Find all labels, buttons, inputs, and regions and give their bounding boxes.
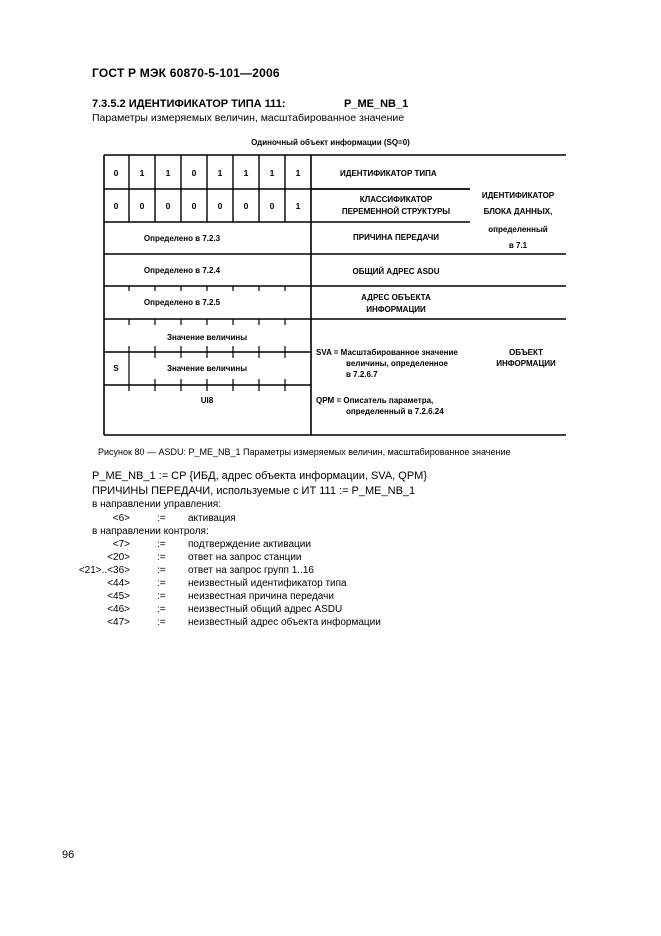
bit-cell: 1: [295, 168, 301, 178]
type-id-label: ИДЕНТИФИКАТОР ТИПА: [340, 169, 437, 178]
monitor-code: <20>: [107, 552, 130, 563]
section-subtitle: Параметры измеряемых величин, масштабированное значение: [92, 112, 405, 124]
monitor-text: неизвестный адрес объекта информации: [188, 617, 381, 628]
cot-definition: Определено в 7.2.3: [143, 234, 221, 243]
monitor-text: неизвестный идентификатор типа: [188, 578, 347, 589]
bit-cell: 0: [113, 201, 119, 211]
value-label-lower: Значение величины: [166, 364, 248, 373]
monitor-op: :=: [157, 539, 166, 550]
cot-label: ПРИЧИНА ПЕРЕДАЧИ: [353, 233, 439, 242]
dui-label-line1: ИДЕНТИФИКАТОР: [481, 191, 555, 200]
monitor-text: неизвестная причина передачи: [188, 591, 334, 602]
value-label-upper: Значение величины: [166, 333, 248, 342]
bit-cell: 1: [295, 201, 301, 211]
bit-cell: 1: [217, 168, 223, 178]
figure-title: Одиночный объект информации (SQ=0): [251, 138, 410, 147]
monitor-code: <45>: [107, 591, 130, 602]
bit-cell: 0: [217, 201, 223, 211]
monitor-text: подтверждение активации: [188, 539, 311, 550]
definition-line2: ПРИЧИНЫ ПЕРЕДАЧИ, используемые с ИТ 111 := P_ME_NB_1: [92, 485, 416, 497]
dui-label-line4: в 7.1: [508, 241, 528, 250]
bit-cell: 1: [165, 168, 171, 178]
section-type-id: P_ME_NB_1: [344, 98, 409, 110]
figure-caption: Рисунок 80 — ASDU: P_ME_NB_1 Параметры измеряемых величин, масштабированное значение: [98, 447, 511, 457]
bit-cell: 0: [191, 168, 197, 178]
monitor-heading: в направлении контроля:: [92, 526, 209, 537]
bit-cell: 1: [139, 168, 145, 178]
monitor-op: :=: [157, 578, 166, 589]
vsq-label-line2: ПЕРЕМЕННОЙ СТРУКТУРЫ: [341, 207, 451, 216]
common-address-label: ОБЩИЙ АДРЕС ASDU: [352, 267, 440, 276]
bit-cell: 1: [269, 168, 275, 178]
monitor-code: <44>: [107, 578, 130, 589]
qpm-line1: QPM = Описатель параметра,: [316, 396, 434, 405]
bit-cell: 0: [139, 201, 145, 211]
bit-cell: 1: [243, 168, 249, 178]
bit-cell: 0: [113, 168, 119, 178]
monitor-op: :=: [157, 565, 166, 576]
monitor-op: :=: [157, 604, 166, 615]
monitor-text: ответ на запрос станции: [188, 552, 302, 563]
control-heading: в направлении управления:: [92, 499, 221, 510]
monitor-op: :=: [157, 591, 166, 602]
monitor-op: :=: [157, 617, 166, 628]
monitor-code: <46>: [107, 604, 130, 615]
sva-line3: в 7.2.6.7: [346, 370, 378, 379]
monitor-text: ответ на запрос групп 1..16: [188, 565, 314, 576]
document-header: ГОСТ Р МЭК 60870-5-101—2006: [92, 66, 280, 80]
bit-cell: 0: [243, 201, 249, 211]
ioa-definition: Определено в 7.2.5: [143, 298, 221, 307]
monitor-code: <47>: [107, 617, 130, 628]
sva-line2: величины, определенное: [346, 359, 448, 368]
ioa-label-line1: АДРЕС ОБЪЕКТА: [361, 293, 431, 302]
bit-cell: 0: [269, 201, 275, 211]
sva-line1: SVA = Масштабированное значение: [316, 348, 458, 357]
bit-cell: 0: [165, 201, 171, 211]
bit-cell: 0: [191, 201, 197, 211]
control-op: :=: [157, 513, 166, 524]
ca-definition: Определено в 7.2.4: [143, 266, 221, 275]
page-number: 96: [62, 849, 75, 861]
section-title: 7.3.5.2 ИДЕНТИФИКАТОР ТИПА 111:: [92, 98, 286, 110]
monitor-text: неизвестный общий адрес ASDU: [188, 604, 343, 615]
control-text: активация: [188, 513, 236, 524]
sign-bit: S: [113, 364, 119, 373]
definition-line1: P_ME_NB_1 := CP {ИБД, адрес объекта информации, SVA, QPM}: [92, 470, 428, 482]
info-object-line2: ИНФОРМАЦИИ: [496, 359, 556, 368]
monitor-op: :=: [157, 552, 166, 563]
qpm-line2: определенный в 7.2.6.24: [346, 407, 444, 416]
ui8-label: UI8: [200, 396, 214, 405]
dui-label-line2: БЛОКА ДАННЫХ,: [483, 207, 553, 216]
info-object-line1: ОБЪЕКТ: [509, 348, 543, 357]
control-code: <6>: [112, 513, 130, 524]
dui-label-line3: определенный: [488, 225, 548, 234]
monitor-code: <21>..<36>: [78, 565, 130, 576]
ioa-label-line2: ИНФОРМАЦИИ: [366, 305, 426, 314]
vsq-label-line1: КЛАССИФИКАТОР: [359, 195, 433, 204]
monitor-code: <7>: [112, 539, 130, 550]
